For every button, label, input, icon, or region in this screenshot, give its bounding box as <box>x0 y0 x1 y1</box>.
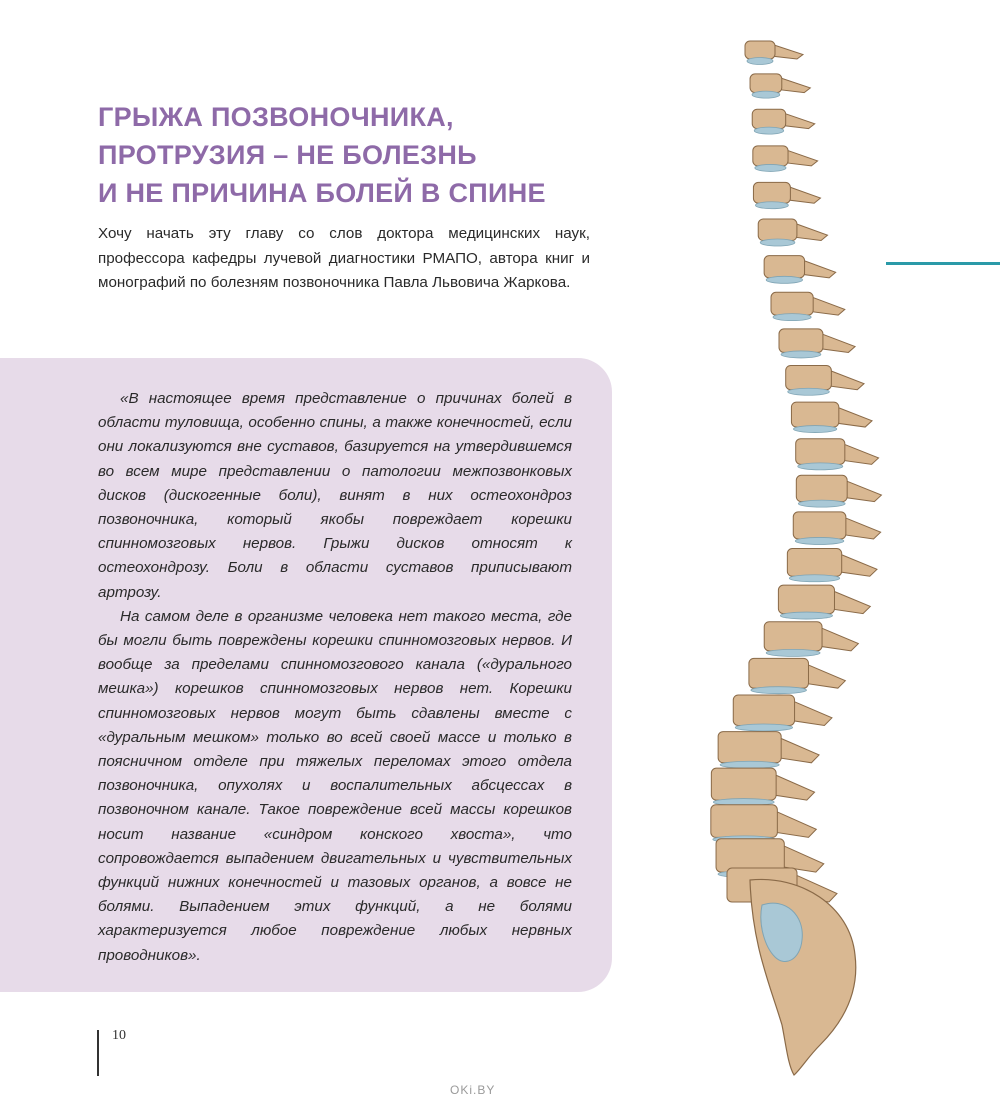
vertebra-body <box>753 146 788 166</box>
vertebra-body <box>716 839 784 872</box>
vertebra-process <box>791 700 832 725</box>
intervertebral-disc <box>735 724 792 731</box>
vertebra-process <box>771 44 803 59</box>
vertebra-body <box>793 512 846 539</box>
vertebra-body <box>791 402 838 427</box>
vertebra-body <box>764 256 804 278</box>
vertebra-process <box>801 259 836 277</box>
vertebra-process <box>777 737 819 763</box>
vertebra-process <box>782 112 815 128</box>
intervertebral-disc <box>798 500 845 507</box>
intervertebral-disc <box>773 314 811 321</box>
vertebra-process <box>842 516 881 539</box>
vertebra-process <box>841 443 879 464</box>
vertebra-process <box>809 296 845 315</box>
vertebra-process <box>838 553 877 576</box>
vertebra-body <box>787 549 841 577</box>
intervertebral-disc <box>747 58 773 65</box>
vertebra-process <box>778 77 811 93</box>
vertebra-process <box>772 773 814 800</box>
intervertebral-disc <box>795 537 844 544</box>
vertebra-body <box>718 732 781 763</box>
intervertebral-disc <box>752 91 780 98</box>
vertebra-body <box>750 74 782 93</box>
vertebra-body <box>745 41 775 59</box>
vertebra-process <box>804 663 845 688</box>
title-line-3: И НЕ ПРИЧИНА БОЛЕЙ В СПИНЕ <box>98 178 546 208</box>
vertebra-process <box>786 186 820 203</box>
title-line-2: ПРОТРУЗИЯ – НЕ БОЛЕЗНЬ <box>98 140 477 170</box>
intervertebral-disc <box>720 761 779 768</box>
vertebra-process <box>843 480 881 502</box>
intervertebral-disc <box>760 239 795 246</box>
intervertebral-disc <box>793 426 836 433</box>
watermark: OKi.BY <box>450 1083 496 1097</box>
intervertebral-disc <box>798 463 843 470</box>
page-number-rule <box>97 1030 99 1076</box>
vertebra-process <box>827 370 864 390</box>
vertebra-process <box>793 223 828 241</box>
vertebra-process <box>773 810 816 837</box>
vertebra-process <box>830 590 870 614</box>
page-number: 10 <box>112 1028 126 1043</box>
vertebra-body <box>771 292 813 315</box>
vertebra-body <box>758 219 797 240</box>
quote-paragraph-1: «В настоящее время представление о причинах болей в области туловища, особенно спины, а также конечностей, если они локализуются вне суставов, базируется на утвердившемся во всем мире представлении о патологии межпозвонковых дисков (дискогенные боли), винят в них остеохондроз позвоночника, который якобы повреждает корешки спинномозговых нервов. Грыжи дисков относят к остеохондрозу. Боли в области суставов приписывают артрозу. <box>98 390 572 601</box>
intro-paragraph: Хочу начать эту главу со слов доктора медицинских наук, профессора кафедры лучевой диагностики РМАПО, автора книг и монографий по болезням позвоночника Павла Львовича Жаркова. <box>98 225 590 291</box>
vertebra-body <box>711 768 776 800</box>
vertebra-process <box>818 627 858 651</box>
vertebra-process <box>819 333 855 353</box>
intervertebral-disc <box>755 202 788 209</box>
spine-illustration <box>690 35 890 1080</box>
intervertebral-disc <box>789 575 839 582</box>
vertebra-process <box>784 149 818 166</box>
intervertebral-disc <box>766 276 802 283</box>
title-line-1: ГРЫЖА ПОЗВОНОЧНИКА, <box>98 102 454 132</box>
intervertebral-disc <box>788 388 830 395</box>
quote-text <box>98 387 572 968</box>
intervertebral-disc <box>781 351 821 358</box>
vertebra-body <box>786 365 832 389</box>
intervertebral-disc <box>754 127 783 134</box>
chapter-title <box>98 98 618 212</box>
intervertebral-disc <box>780 612 832 619</box>
vertebra-body <box>753 182 790 203</box>
vertebra-body <box>764 622 822 651</box>
vertebra-body <box>752 109 785 128</box>
intervertebral-disc <box>766 649 820 656</box>
vertebra-body <box>778 585 834 613</box>
vertebra-body <box>749 658 809 688</box>
intervertebral-disc <box>751 687 807 694</box>
vertebra-body <box>779 329 823 353</box>
vertebra-body <box>711 805 778 838</box>
vertebra-body <box>796 475 847 501</box>
accent-line <box>886 262 1000 265</box>
intervertebral-disc <box>755 164 786 171</box>
vertebra-body <box>796 439 845 465</box>
vertebra-process <box>835 406 872 427</box>
vertebra-body <box>733 695 794 726</box>
quote-paragraph-2: На самом деле в организме человека нет такого места, где бы могли быть повреждены корешки спинномозговых нервов. И вообще за пределами спинномозгового канала («дурального мешка») корешков спинномозговых нервов нет. Корешки спинномозговых нервов могут быть сдавлены вместе с «дуральным мешком» только во всей своей массе и только в поясничном отделе при тяжелых переломах этого отдела позвоночника, опухолях и воспалительных абсцессах в позвоночном канале. Такое повреждение всей массы корешков носит название «синдром конского хвоста», что сопровождается выпадением двигательных и чувствительных функций нижних конечностей и тазовых органов, а вовсе не болями. Выпадением этих функций, а не болями характеризуется любое повреждение любых нервных проводников». <box>98 607 572 964</box>
